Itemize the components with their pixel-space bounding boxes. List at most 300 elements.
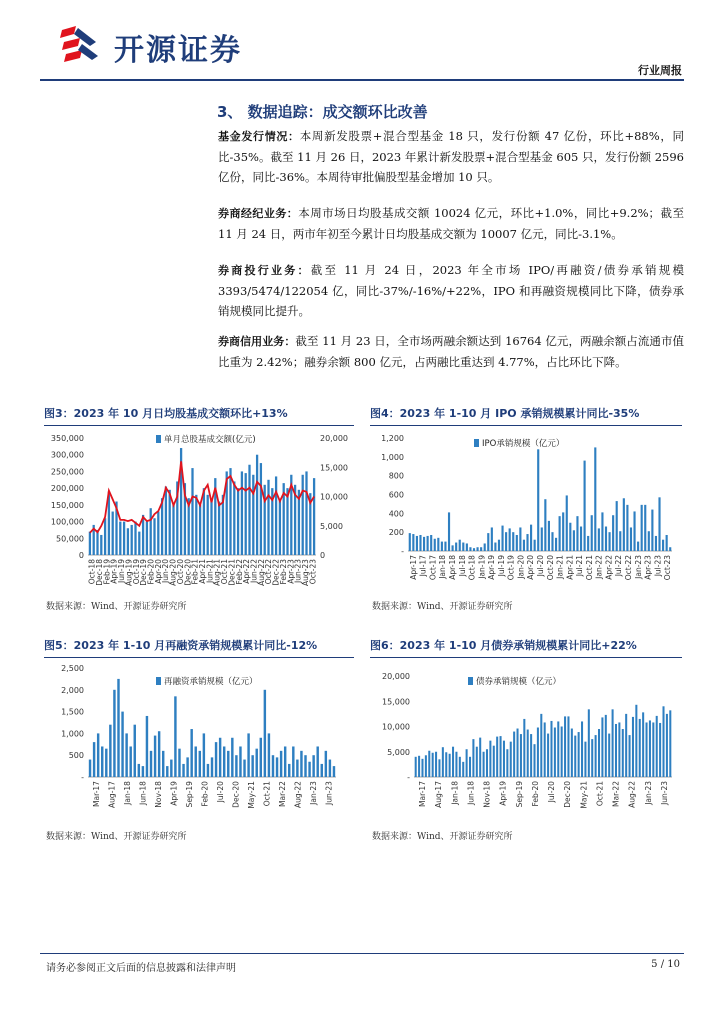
- bar: [644, 505, 646, 551]
- bar: [421, 759, 423, 777]
- bar: [241, 471, 243, 555]
- x-tick-label: Feb-19: [102, 559, 112, 585]
- bar: [658, 497, 660, 551]
- bar: [587, 536, 589, 551]
- bar: [530, 525, 532, 551]
- bar: [112, 512, 114, 555]
- bar: [618, 722, 620, 777]
- bar: [247, 733, 249, 777]
- bar: [409, 533, 411, 551]
- x-tick-label: Jul-20: [547, 781, 557, 803]
- bar: [170, 760, 172, 777]
- bar: [540, 714, 542, 777]
- bar: [125, 733, 127, 777]
- bar: [635, 705, 637, 777]
- bar: [182, 764, 184, 777]
- x-tick-label: Dec-20: [563, 781, 573, 808]
- bar: [630, 527, 632, 551]
- bar: [245, 473, 247, 555]
- bar: [591, 739, 593, 777]
- bar: [455, 543, 457, 551]
- bar: [329, 760, 331, 777]
- company-name: 开源证券: [114, 33, 242, 68]
- bar: [203, 733, 205, 777]
- bar: [195, 746, 197, 777]
- bar: [632, 717, 634, 777]
- bar: [169, 490, 171, 555]
- x-tick-label: Aug-19: [124, 559, 134, 586]
- bar: [239, 746, 241, 777]
- bar: [243, 760, 245, 777]
- x-tick-label: Dec-19: [139, 559, 149, 586]
- x-tick-label: Dec-18: [95, 558, 104, 586]
- bar: [186, 757, 188, 777]
- bar: [548, 521, 550, 551]
- bar: [191, 468, 193, 555]
- bar: [551, 532, 553, 551]
- bar: [623, 498, 625, 551]
- bar: [153, 518, 155, 555]
- y2-tick-label: 5,000: [320, 521, 343, 531]
- x-tick-label: Mar-22: [277, 781, 287, 807]
- fig4-chart: [368, 428, 684, 593]
- bar: [498, 540, 500, 551]
- x-tick-label: Nov-18: [153, 781, 163, 808]
- bar: [275, 476, 277, 555]
- bar: [248, 465, 250, 555]
- section-title: 3、 数据追踪：成交额环比改善: [217, 103, 428, 121]
- y-tick-label: 350,000: [50, 434, 84, 443]
- y2-tick-label: 0: [320, 551, 326, 560]
- x-tick-label: Aug-22: [627, 781, 637, 808]
- y-tick-label: 5,000: [387, 747, 410, 757]
- bar: [459, 540, 461, 551]
- bar: [622, 729, 624, 777]
- x-tick-label: Aug-17: [434, 781, 444, 808]
- bar: [601, 717, 603, 777]
- bar: [441, 542, 443, 551]
- bar: [105, 749, 107, 777]
- x-tick-label: Sep-19: [184, 781, 194, 808]
- bar: [484, 543, 486, 551]
- bar: [276, 757, 278, 777]
- bar: [588, 709, 590, 777]
- bar: [564, 716, 566, 777]
- bar: [476, 547, 478, 551]
- bar: [251, 755, 253, 777]
- bar: [483, 752, 485, 777]
- y2-tick-label: 20,000: [320, 434, 348, 443]
- bar: [469, 757, 471, 777]
- bar: [178, 749, 180, 777]
- y-tick-label: -: [407, 773, 410, 782]
- bar: [425, 755, 427, 777]
- bar: [445, 752, 447, 777]
- bar: [96, 530, 98, 555]
- y-tick-label: 15,000: [382, 697, 410, 707]
- bar: [223, 746, 225, 777]
- bar: [97, 733, 99, 777]
- bar: [415, 757, 417, 777]
- bar: [333, 766, 335, 777]
- x-tick-label: Mar-17: [91, 781, 101, 807]
- x-tick-label: Feb-22: [234, 559, 244, 585]
- bar: [129, 746, 131, 777]
- y-tick-label: 1,500: [61, 707, 84, 717]
- bar: [199, 505, 201, 555]
- bar: [256, 455, 258, 555]
- paragraph-text: 截至 11 月 23 日，全市场两融余额达到 16764 亿元，两融余额占流通市值比重为 2.42%；融券余额 800 亿元，占两融比重达到 4.77%，占比环比下降。: [218, 334, 685, 369]
- x-tick-label: Jul-23: [653, 554, 663, 577]
- y-tick-label: 300,000: [50, 450, 84, 460]
- x-tick-label: Aug-20: [168, 559, 178, 586]
- bar: [284, 746, 286, 777]
- legend-swatch: [156, 677, 161, 685]
- bar: [566, 495, 568, 551]
- bar: [316, 746, 318, 777]
- bar: [146, 522, 148, 555]
- bar: [479, 738, 481, 777]
- bar: [509, 528, 511, 551]
- x-tick-label: Apr-22: [242, 558, 252, 584]
- bar: [466, 749, 468, 777]
- x-tick-label: Apr-20: [153, 559, 163, 584]
- x-tick-label: Apr-23: [643, 555, 653, 580]
- x-tick-label: Oct-19: [131, 558, 141, 585]
- report-type: 行业周报: [638, 64, 682, 77]
- bar: [615, 724, 617, 777]
- x-tick-label: Oct-23: [663, 554, 673, 581]
- fig3-chart: [44, 428, 356, 593]
- bar: [93, 742, 95, 777]
- bar: [598, 528, 600, 551]
- bar: [121, 712, 123, 777]
- bar: [419, 535, 421, 551]
- x-tick-label: May-21: [579, 780, 589, 809]
- bar: [131, 525, 133, 555]
- y-tick-label: 1,000: [61, 729, 84, 739]
- x-tick-label: Jan-22: [594, 555, 604, 579]
- bar: [302, 475, 304, 555]
- bar: [428, 751, 430, 777]
- bar: [174, 696, 176, 777]
- bar: [605, 527, 607, 551]
- y-tick-label: 250,000: [50, 467, 84, 477]
- y2-tick-label: 10,000: [320, 492, 348, 502]
- bar: [237, 488, 239, 555]
- bar: [165, 486, 167, 555]
- bar: [199, 751, 201, 777]
- bar: [448, 512, 450, 551]
- bar: [641, 505, 643, 551]
- bar: [530, 734, 532, 777]
- x-tick-label: Jan-18: [438, 554, 448, 579]
- x-tick-label: Jan-18: [450, 780, 460, 805]
- x-tick-label: Jan-23: [643, 780, 653, 805]
- x-tick-label: Apr-21: [565, 554, 575, 580]
- bar: [642, 712, 644, 777]
- bar: [519, 527, 521, 551]
- x-tick-label: Jun-18: [466, 780, 476, 805]
- x-tick-label: Jul-18: [457, 555, 467, 577]
- x-tick-label: Dec-20: [231, 781, 241, 808]
- x-tick-label: Oct-18: [87, 559, 97, 585]
- bar: [219, 738, 221, 777]
- bar: [279, 500, 281, 555]
- x-tick-label: Apr-22: [604, 554, 614, 580]
- bar: [416, 536, 418, 551]
- bar: [134, 725, 136, 777]
- paragraph-label: 券商经纪业务：: [218, 207, 299, 220]
- legend-label: 再融资承销规模（亿元）: [164, 677, 258, 687]
- bar: [305, 471, 307, 555]
- footer-disclaimer: 请务必参阅正文后面的信息披露和法律声明: [46, 963, 236, 974]
- bar: [584, 461, 586, 551]
- bar: [510, 742, 512, 777]
- bar: [412, 534, 414, 551]
- bar: [215, 742, 217, 777]
- bar: [619, 531, 621, 551]
- bar: [476, 747, 478, 777]
- y-tick-label: 20,000: [382, 672, 410, 681]
- x-tick-label: Apr-17: [408, 555, 418, 580]
- bar: [427, 536, 429, 551]
- x-tick-label: Jul-22: [614, 554, 624, 577]
- bar: [559, 516, 561, 551]
- bar: [150, 508, 152, 555]
- bar: [555, 538, 557, 551]
- paragraph-investment-banking: [218, 260, 684, 321]
- x-tick-label: Dec-20: [183, 559, 193, 586]
- bar: [100, 535, 102, 555]
- bar: [462, 543, 464, 551]
- footer-divider: [40, 953, 684, 954]
- x-tick-label: Jan-23: [308, 781, 318, 805]
- bar: [308, 762, 310, 777]
- x-tick-label: Aug-21: [212, 558, 222, 586]
- x-tick-label: Jan-23: [633, 555, 643, 579]
- bar: [162, 751, 164, 777]
- bar: [280, 751, 282, 777]
- y-tick-label: 2,000: [61, 685, 84, 695]
- bar: [500, 736, 502, 777]
- x-tick-label: Jun-22: [249, 559, 259, 583]
- bar: [207, 495, 209, 555]
- y-tick-label: 400: [388, 509, 404, 519]
- x-tick-label: Apr-19: [109, 558, 119, 584]
- x-tick-label: Feb-20: [530, 780, 540, 807]
- bar: [595, 735, 597, 777]
- bar: [480, 547, 482, 551]
- y-tick-label: 0: [78, 551, 84, 560]
- bar: [104, 518, 106, 555]
- bar: [637, 542, 639, 551]
- paragraph-label: 券商投行业务：: [218, 264, 311, 277]
- bar: [423, 537, 425, 551]
- bar: [272, 755, 274, 777]
- fig3-source: 数据来源：Wind、开源证券研究所: [46, 602, 187, 612]
- paragraph-fund-issuance: [218, 126, 684, 187]
- bar: [646, 722, 648, 777]
- x-tick-label: Sep-19: [514, 780, 524, 808]
- bar: [430, 535, 432, 551]
- bar: [472, 739, 474, 777]
- bar: [561, 727, 563, 778]
- y-tick-label: 50,000: [56, 534, 84, 544]
- bar: [576, 516, 578, 551]
- fig4-title: 图4：2023 年 1-10 月 IPO 承销规模累计同比-35%: [370, 405, 682, 426]
- x-tick-label: Oct-21: [595, 780, 605, 807]
- x-tick-label: Feb-23: [278, 558, 288, 585]
- bar: [235, 755, 237, 777]
- bar: [452, 747, 454, 777]
- legend-label: IPO承销规模（亿元）: [482, 439, 565, 449]
- legend-label: 单月总股基成交额(亿元): [164, 435, 256, 445]
- bar: [573, 530, 575, 551]
- bar: [612, 515, 614, 551]
- x-tick-label: Jul-17: [418, 555, 428, 577]
- bar: [218, 502, 220, 555]
- x-tick-label: Nov-18: [482, 781, 492, 808]
- bar: [256, 749, 258, 777]
- y-tick-label: 600: [388, 490, 404, 500]
- bar: [544, 722, 546, 777]
- x-tick-label: Jun-23: [324, 781, 334, 806]
- bar: [321, 764, 323, 777]
- bar: [231, 738, 233, 777]
- bar: [487, 533, 489, 551]
- logo-mark-icon: [56, 22, 102, 68]
- fig5-title: 图5：2023 年 1-10 月再融资承销规模累计同比-12%: [44, 637, 354, 658]
- bar: [598, 729, 600, 777]
- bar: [260, 463, 262, 555]
- x-tick-label: Aug-22: [293, 781, 303, 808]
- y-tick-label: 1,200: [381, 434, 404, 443]
- bar: [473, 548, 475, 551]
- bar: [233, 481, 235, 555]
- bar: [462, 762, 464, 777]
- bar: [534, 540, 536, 551]
- bar: [612, 709, 614, 777]
- paragraph-text: 本周新发股票+混合型基金 18 只，发行份额 47 亿份，环比+88%，同比-35%。截至 11 月 26 日，2023 年累计新发股票+混合型基金 605 只，发行份额 2596 亿份，同比-36%。本周待审批偏股型基金增加 10 只。: [218, 129, 685, 184]
- bar: [89, 532, 91, 555]
- y-tick-label: 500: [68, 751, 84, 761]
- bar: [633, 511, 635, 551]
- bar: [574, 736, 576, 777]
- x-tick-label: Jan-19: [477, 554, 487, 579]
- x-tick-label: Jul-20: [536, 555, 545, 577]
- bar: [513, 732, 515, 777]
- bar: [127, 528, 129, 555]
- bar: [491, 527, 493, 551]
- bar: [203, 488, 205, 555]
- x-tick-label: Apr-19: [169, 781, 179, 806]
- bar: [119, 522, 121, 555]
- paragraph-text: 截至 11 月 24 日，2023 年全市场 IPO/再融资/债券承销规模 3393/5474/122054 亿，同比-37%/-16%/+22%，IPO 和再融资规模同比下降，债券承销规模同比提升。: [218, 263, 685, 318]
- bar: [605, 715, 607, 777]
- paragraph-credit: [218, 331, 684, 372]
- fig6-source: 数据来源：Wind、开源证券研究所: [372, 832, 513, 842]
- y-tick-label: 800: [388, 471, 404, 481]
- bar: [150, 751, 152, 777]
- x-tick-label: Mar-17: [418, 781, 428, 807]
- bar: [626, 505, 628, 551]
- bar: [527, 730, 529, 777]
- y-tick-label: -: [401, 547, 404, 556]
- bar: [554, 728, 556, 777]
- bar: [547, 734, 549, 777]
- bar: [544, 499, 546, 551]
- bar: [264, 690, 266, 777]
- bar: [166, 766, 168, 777]
- x-tick-label: Jun-23: [659, 780, 669, 805]
- paragraph-text: 本周市场日均股基成交额 10024 亿元，环比+1.0%，同比+9.2%；截至 11 月 24 日，两市年初至今累计日均股基成交额为 10007 亿元，同比-3.1%。: [218, 206, 684, 241]
- bar: [523, 719, 525, 777]
- bar: [580, 527, 582, 551]
- bar: [466, 543, 468, 551]
- bar: [594, 447, 596, 551]
- bar: [325, 751, 327, 777]
- bar: [172, 505, 174, 555]
- x-tick-label: Jun-20: [161, 558, 171, 583]
- legend-swatch: [468, 677, 473, 685]
- x-tick-label: Aug-22: [256, 558, 266, 586]
- fig6-chart: [368, 660, 684, 825]
- bar: [292, 746, 294, 777]
- bar: [537, 449, 539, 551]
- bar: [109, 725, 111, 777]
- bar: [520, 734, 522, 777]
- bar: [296, 760, 298, 777]
- bar: [557, 721, 559, 777]
- header-divider: [40, 79, 684, 81]
- x-tick-label: Apr-20: [526, 554, 536, 580]
- bar: [512, 532, 514, 551]
- x-tick-label: Apr-23: [286, 559, 296, 584]
- y-tick-label: 200: [388, 528, 404, 538]
- x-tick-label: Jan-21: [555, 555, 565, 579]
- bar: [608, 734, 610, 777]
- bar: [496, 737, 498, 777]
- bar: [286, 488, 288, 555]
- bar: [157, 512, 159, 555]
- bar: [195, 495, 197, 555]
- paragraph-label: 券商信用业务：: [218, 335, 296, 348]
- company-logo: [56, 22, 316, 68]
- bar: [562, 512, 564, 551]
- bar: [455, 752, 457, 777]
- bar: [662, 706, 664, 777]
- x-tick-label: Apr-19: [498, 781, 508, 806]
- x-tick-label: Jul-21: [575, 554, 585, 577]
- fig6-title: 图6：2023 年 1-10 月债券承销规模累计同比+22%: [370, 637, 682, 658]
- bar: [207, 764, 209, 777]
- x-tick-label: Oct-21: [262, 781, 272, 807]
- bar: [158, 731, 160, 777]
- bar: [578, 732, 580, 777]
- bar: [516, 535, 518, 551]
- bar: [639, 719, 641, 777]
- x-tick-label: Apr-21: [198, 559, 207, 584]
- legend-swatch: [474, 439, 479, 447]
- bar: [608, 532, 610, 551]
- fig5-chart: [44, 660, 356, 825]
- bar: [227, 751, 229, 777]
- x-tick-label: Feb-20: [200, 781, 210, 807]
- bar: [648, 531, 650, 551]
- bar: [142, 766, 144, 777]
- bar: [567, 716, 569, 777]
